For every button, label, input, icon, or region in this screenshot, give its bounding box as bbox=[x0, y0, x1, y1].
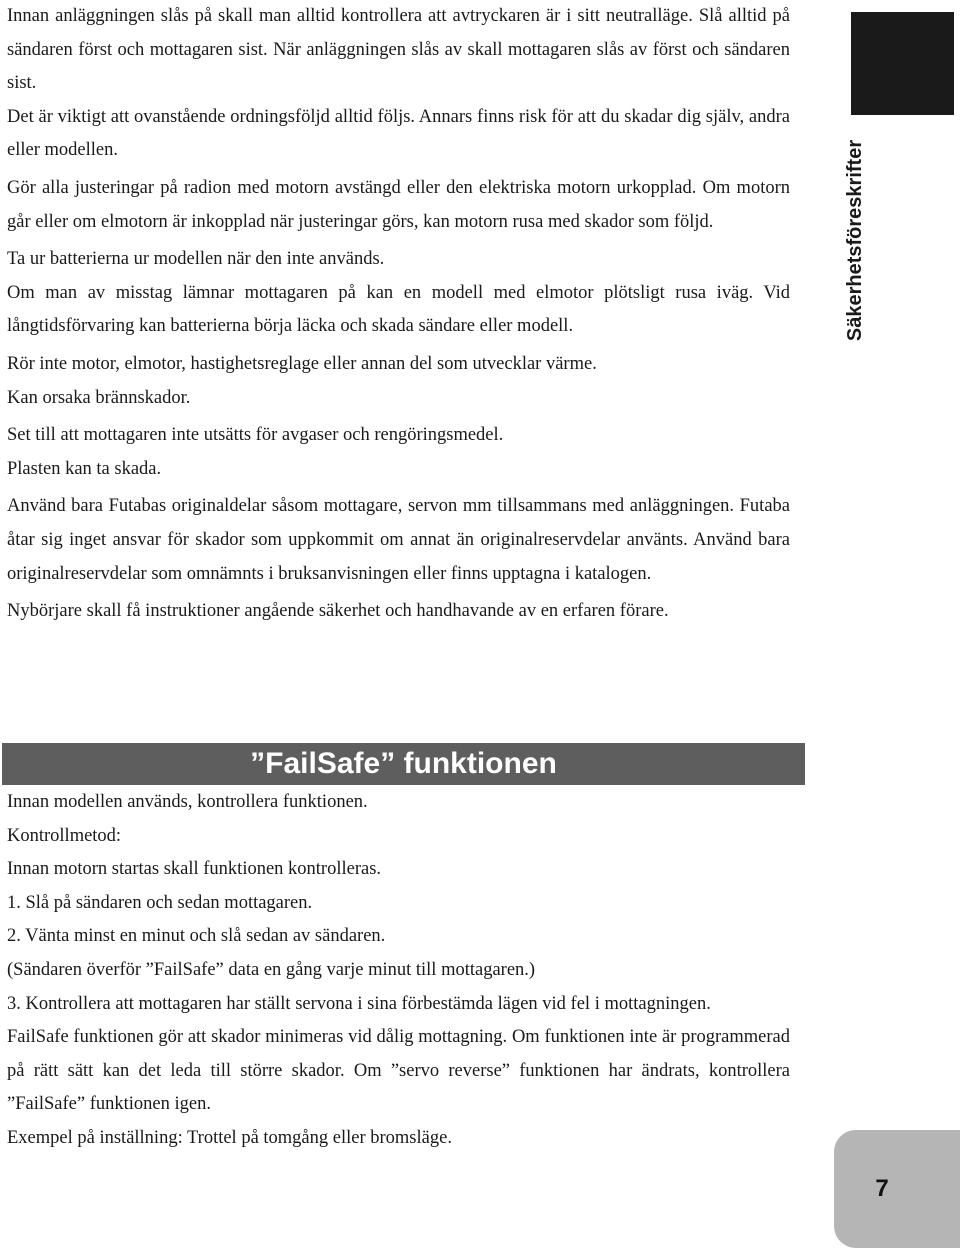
side-tab-label: Säkerhetsföreskrifter bbox=[844, 139, 867, 341]
failsafe-explanation: FailSafe funktionen gör att skador minimeras vid dålig mottagning. Om funktionen inte är programmerad på rätt sätt kan det leda till större skador. Om ”servo reverse” funktionen har ändrats, kontrollera ”FailSafe” funktionen igen. bbox=[7, 1027, 790, 1115]
page-number-tab bbox=[834, 1130, 960, 1248]
failsafe-line-intro: Innan modellen används, kontrollera funktionen. bbox=[7, 792, 368, 812]
paragraph-adjustments: Gör alla justeringar på radion med motorn avstängd eller den elektriska motorn urkopplad. Om motorn går eller om elmotorn är inkopplad när justeringar görs, kan motorn rusa med skador som följd. bbox=[7, 177, 790, 232]
page-number: 7 bbox=[875, 1175, 889, 1202]
paragraph-heat-parts: Rör inte motor, elmotor, hastighetsreglage eller annan del som utvecklar värme. bbox=[7, 353, 597, 374]
failsafe-line-before-start: Innan motorn startas skall funktionen kontrolleras. bbox=[7, 859, 382, 880]
section-heading-failsafe: ”FailSafe” funktionen bbox=[2, 743, 805, 785]
failsafe-step-1: 1. Slå på sändaren och sedan mottagaren. bbox=[7, 892, 313, 913]
paragraph-burns: Kan orsaka brännskador. bbox=[7, 387, 191, 408]
failsafe-step-3: 3. Kontrollera att mottagaren har ställt servona i sina förbestämda lägen vid fel i mottagningen. bbox=[7, 993, 711, 1014]
failsafe-line-method: Kontrollmetod: bbox=[7, 825, 122, 846]
failsafe-example: Exempel på inställning: Trottel på tomgång eller bromsläge. bbox=[7, 1127, 452, 1148]
paragraph-original-parts: Använd bara Futabas originaldelar såsom mottagare, servon mm tillsammans med anläggningen. Futaba åtar sig inget ansvar för skador som uppkommit om annat än originalreservdelar använts. Använd bara originalreservdelar som omnämnts i bruksanvisningen eller finns upptagna i katalogen. bbox=[7, 496, 790, 584]
paragraph-order-importance: Det är viktigt att ovanstående ordningsföljd alltid följs. Annars finns risk för att du skadar dig själv, andra eller modellen. bbox=[7, 106, 790, 161]
paragraph-beginners: Nybörjare skall få instruktioner angående säkerhet och handhavande av en erfaren förare. bbox=[7, 601, 669, 622]
failsafe-step-2: 2. Vänta minst en minut och slå sedan av sändaren. bbox=[7, 926, 386, 947]
failsafe-step-2-note: (Sändaren överför ”FailSafe” data en gång varje minut till mottagaren.) bbox=[7, 959, 536, 980]
paragraph-power-order: Innan anläggningen slås på skall man alltid kontrollera att avtryckaren är i sitt neutralläge. Slå alltid på sändaren först och mottagaren sist. När anläggningen slås av skall mottagaren slås av först och sändaren sist. bbox=[7, 6, 790, 94]
paragraph-plastic: Plasten kan ta skada. bbox=[7, 458, 162, 479]
paragraph-batteries: Ta ur batterierna ur modellen när den inte används. bbox=[7, 249, 385, 270]
corner-marker-block bbox=[851, 12, 954, 115]
paragraph-receiver-left-on: Om man av misstag lämnar mottagaren på kan en modell med elmotor plötsligt rusa iväg. Vid långtidsförvaring kan batterierna börja läcka och skada sändare eller modell. bbox=[7, 282, 790, 337]
paragraph-exhaust: Set till att mottagaren inte utsätts för avgaser och rengöringsmedel. bbox=[7, 425, 504, 446]
safety-text-block bbox=[7, 0, 790, 629]
side-tab bbox=[826, 140, 886, 340]
failsafe-text-block bbox=[7, 786, 790, 1156]
